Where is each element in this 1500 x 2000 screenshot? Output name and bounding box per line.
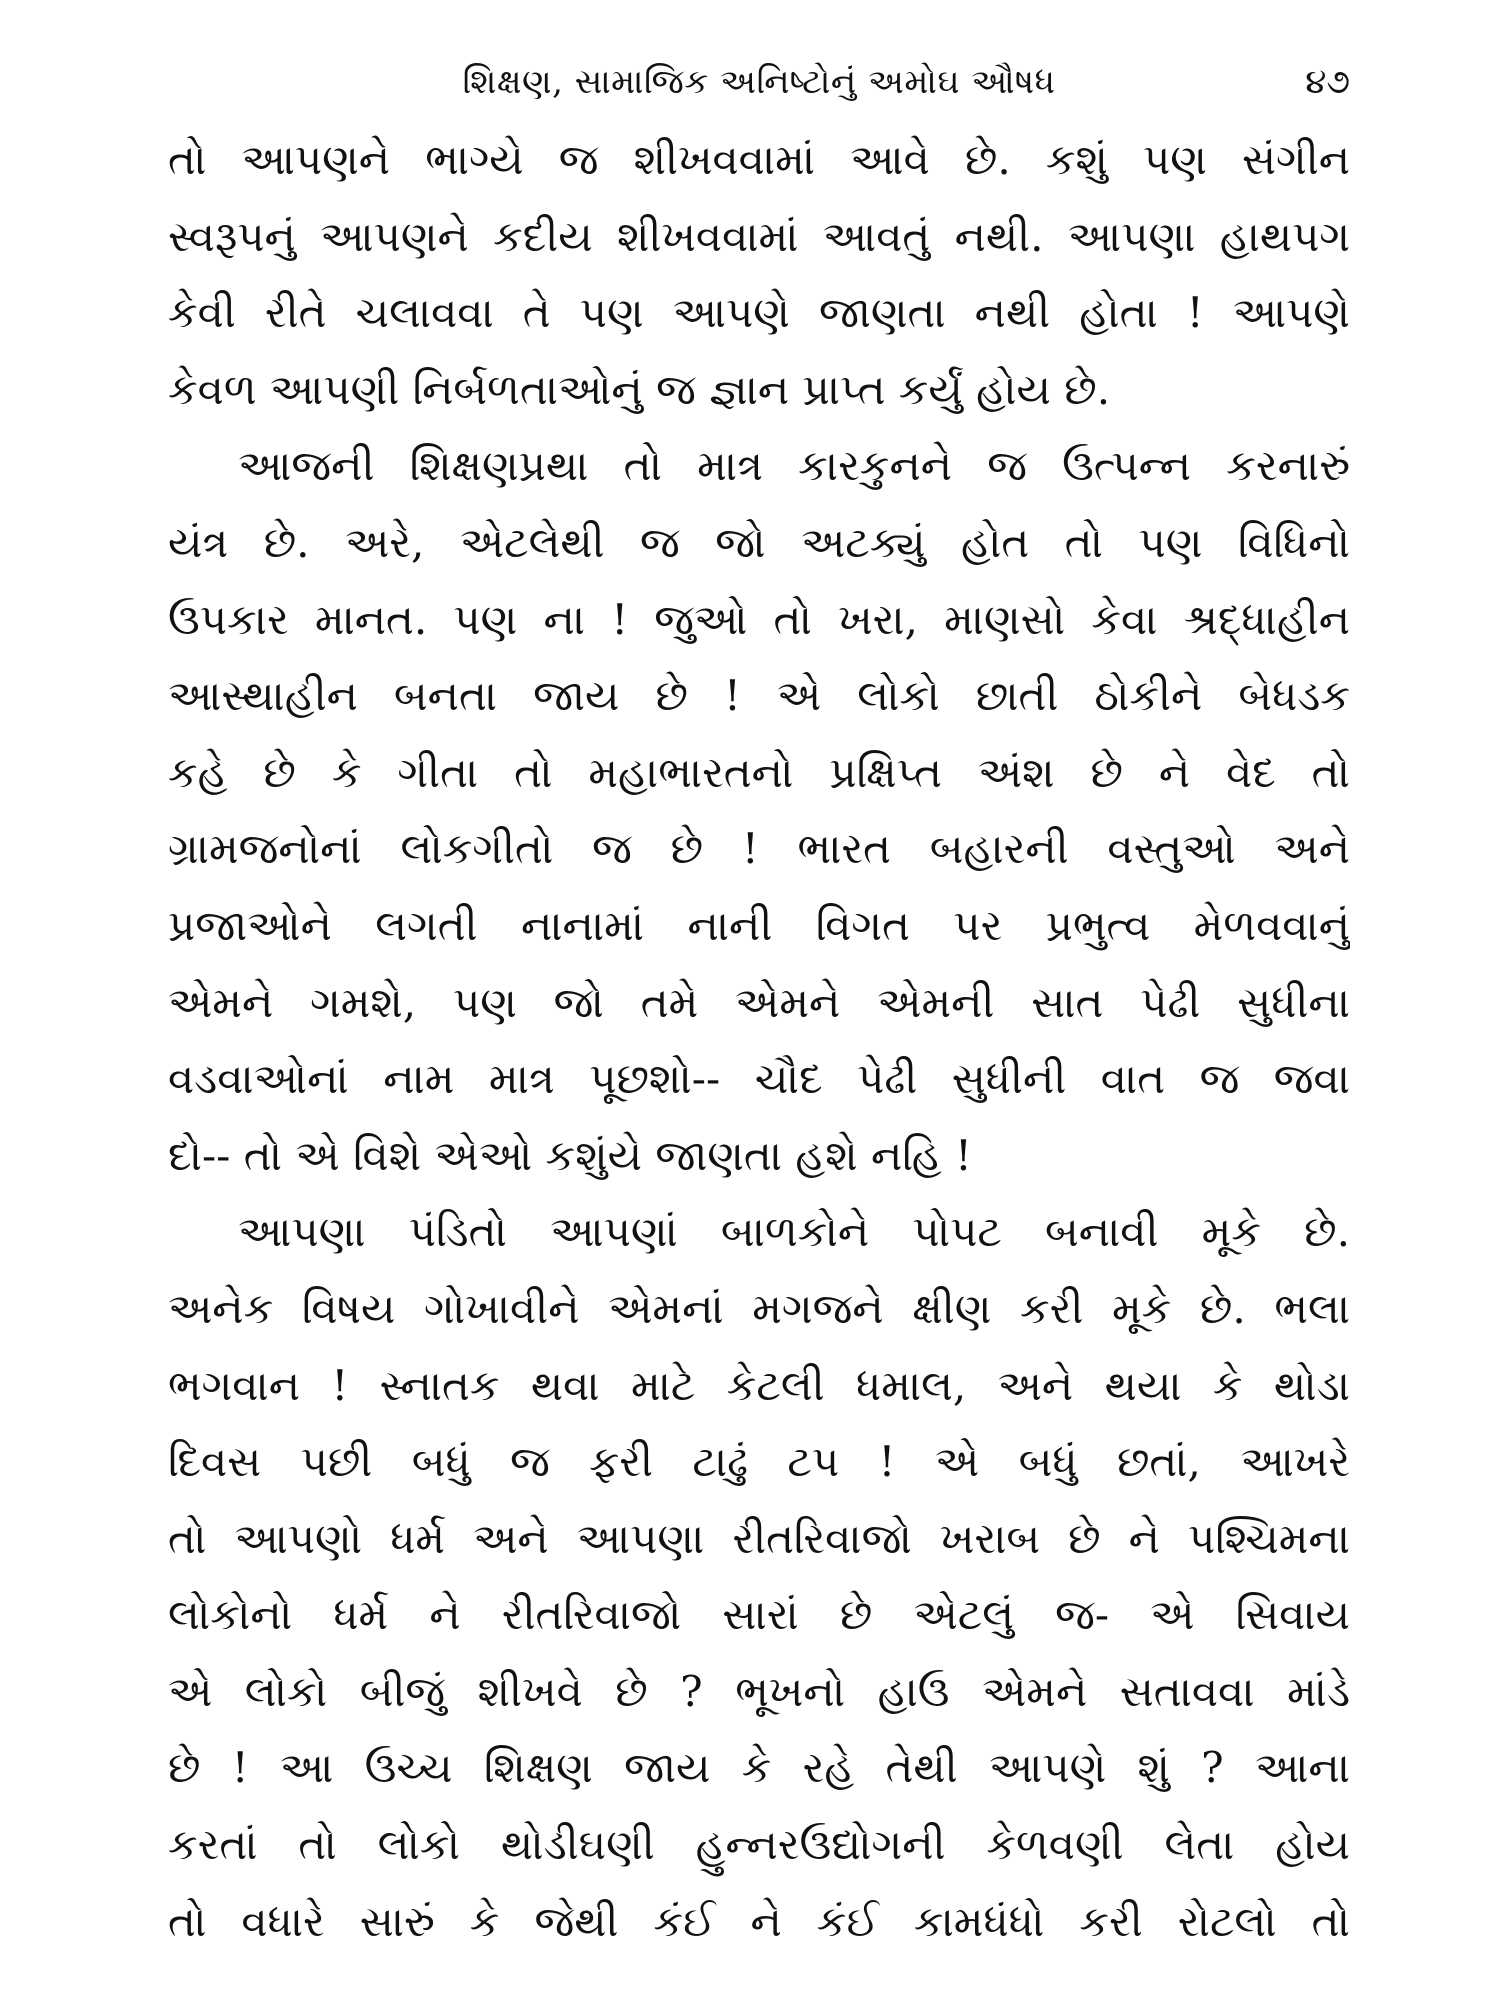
text-line: કેવળ આપણી નિર્બળતાઓનું જ જ્ઞાન પ્રાપ્ત કર્યું હોય છે. [168, 364, 1111, 414]
text-line: તો આપણો ધર્મ અને આપણા રીતરિવાજો ખરાબ છે ને પશ્ચિમના [168, 1513, 1350, 1563]
page-number: ૪૭ [1305, 62, 1350, 102]
paragraph-1 [168, 122, 1350, 428]
text-line: યંત્ર છે. અરે, એટલેથી જ જો અટક્યું હોત તો પણ વિધિનો [168, 517, 1350, 567]
text-line: અનેક વિષય ગોખાવીને એમનાં મગજને ક્ષીણ કરી મૂકે છે. ભલા [168, 1283, 1350, 1333]
text-line: એમને ગમશે, પણ જો તમે એમને એમની સાત પેઢી સુધીના [168, 977, 1350, 1027]
text-line: આસ્થાહીન બનતા જાય છે ! એ લોકો છાતી ઠોકીને બેધડક [168, 671, 1350, 721]
text-line: ગ્રામજનોનાં લોકગીતો જ છે ! ભારત બહારની વસ્તુઓ અને [168, 824, 1350, 874]
text-line: દિવસ પછી બધું જ ફરી ટાઢું ટપ ! એ બધું છતાં, આખરે [168, 1437, 1350, 1487]
text-line: ભગવાન ! સ્નાતક થવા માટે કેટલી ધમાલ, અને થયા કે થોડા [168, 1360, 1350, 1410]
text-line: દો-- તો એ વિશે એઓ કશુંયે જાણતા હશે નહિ ! [168, 1130, 972, 1180]
body-text [168, 122, 1350, 1960]
text-line: છે ! આ ઉચ્ચ શિક્ષણ જાય કે રહે તેથી આપણે શું ? આના [168, 1743, 1350, 1793]
text-line: આપણા પંડિતો આપણાં બાળકોને પોપટ બનાવી મૂકે છે. [238, 1207, 1350, 1257]
text-line: સ્વરૂપનું આપણને કદીય શીખવવામાં આવતું નથી. આપણા હાથપગ [168, 211, 1350, 261]
text-line: પ્રજાઓને લગતી નાનામાં નાની વિગત પર પ્રભુત્વ મેળવવાનું [168, 900, 1350, 950]
text-line: ઉપકાર માનત. પણ ના ! જુઓ તો ખરા, માણસો કેવા શ્રદ્ધાહીન [168, 594, 1350, 644]
chapter-title: શિક્ષણ, સામાજિક અનિષ્ટોનું અમોઘ ઔષધ [462, 62, 1056, 102]
paragraph-2 [168, 428, 1350, 1194]
paragraph-3 [168, 1194, 1350, 1960]
text-line: કહે છે કે ગીતા તો મહાભારતનો પ્રક્ષિપ્ત અંશ છે ને વેદ તો [168, 747, 1350, 797]
text-line: કેવી રીતે ચલાવવા તે પણ આપણે જાણતા નથી હોતા ! આપણે [168, 288, 1350, 338]
text-line: કરતાં તો લોકો થોડીઘણી હુન્નરઉદ્યોગની કેળવણી લેતા હોય [168, 1820, 1350, 1870]
text-line: આજની શિક્ષણપ્રથા તો માત્ર કારકુનને જ ઉત્પન્ન કરનારું [238, 441, 1350, 491]
text-line: તો આપણને ભાગ્યે જ શીખવવામાં આવે છે. કશું પણ સંગીન [168, 135, 1350, 184]
text-line: તો વધારે સારું કે જેથી કંઈ ને કંઈ કામધંધો કરી રોટલો તો [168, 1896, 1350, 1946]
text-line: એ લોકો બીજું શીખવે છે ? ભૂખનો હાઉ એમને સતાવવા માંડે [168, 1666, 1350, 1716]
text-line: લોકોનો ધર્મ ને રીતરિવાજો સારાં છે એટલું જ- એ સિવાય [168, 1590, 1350, 1640]
text-line: વડવાઓનાં નામ માત્ર પૂછશો-- ચૌદ પેઢી સુધીની વાત જ જવા [168, 1054, 1350, 1104]
running-header [168, 52, 1350, 112]
